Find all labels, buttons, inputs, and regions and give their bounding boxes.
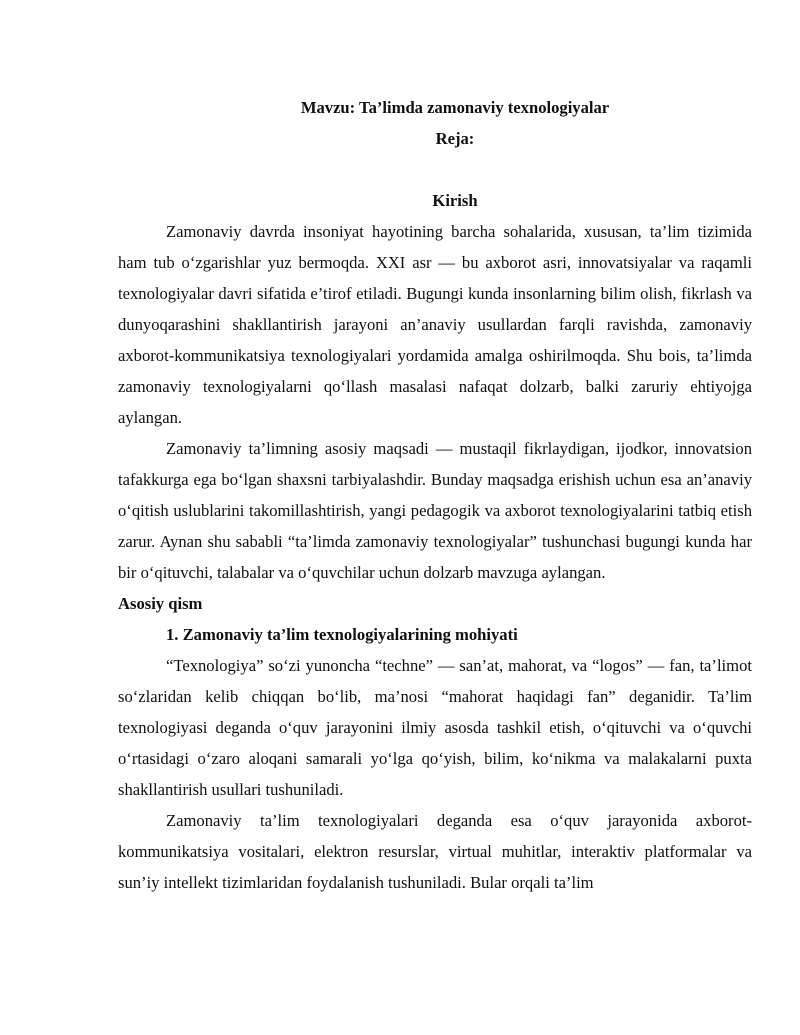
main-heading: Asosiy qism: [118, 594, 203, 613]
section-1-heading: 1. Zamonaviy ta’lim texnologiyalarining mohiyati: [166, 625, 518, 644]
intro-heading: Kirish: [432, 191, 478, 210]
section-1-paragraph-2: Zamonaviy ta’lim texnologiyalari deganda esa o‘quv jarayonida axborot-kommunikatsiya vositalari, elektron resurslar, virtual muhitlar, interaktiv platformalar va sun’iy intellekt tizimlaridan foydalanish tushuniladi. Bular orqali ta’lim: [118, 811, 752, 892]
intro-paragraph-1: Zamonaviy davrda insoniyat hayotining barcha sohalarida, xususan, ta’lim tizimida ham tub o‘zgarishlar yuz bermoqda. XXI asr — bu axborot asri, innovatsiyalar va raqamli texnologiyalar davri sifatida e’tirof etiladi. Bugungi kunda insonlarning bilim olish, fikrlash va dunyoqarashini shakllantirish jarayoni an’anaviy usullardan farqli ravishda, zamonaviy axborot-kommunikatsiya texnologiyalari yordamida amalga oshirilmoqda. Shu bois, ta’limda zamonaviy texnologiyalarni qo‘llash masalasi nafaqat dolzarb, balki zaruriy ehtiyojga aylangan.: [118, 222, 752, 427]
intro-paragraph-2: Zamonaviy ta’limning asosiy maqsadi — mustaqil fikrlaydigan, ijodkor, innovatsion tafakkurga ega bo‘lgan shaxsni tarbiyalashdir. Bunday maqsadga erishish uchun esa an’anaviy o‘qitish uslublarini takomillashtirish, yangi pedagogik va axborot texnologiyalarini tatbiq etish zarur. Aynan shu sababli “ta’limda zamonaviy texnologiyalar” tushunchasi bugungi kunda har bir o‘qituvchi, talabalar va o‘quvchilar uchun dolzarb mavzuga aylangan.: [118, 439, 752, 582]
document-page: [118, 92, 752, 898]
plan-label: Reja:: [435, 129, 475, 148]
section-1-paragraph-1: “Texnologiya” so‘zi yunoncha “techne” — san’at, mahorat, va “logos” — fan, ta’limot so‘zlaridan kelib chiqqan bo‘lib, ma’nosi “mahorat haqidagi fan” deganidir. Ta’lim texnologiyasi deganda o‘quv jarayonini ilmiy asosda tashkil etish, o‘qituvchi va o‘quvchi o‘rtasidagi o‘zaro aloqani samarali yo‘lga qo‘yish, bilim, ko‘nikma va malakalarni puxta shakllantirish usullari tushuniladi.: [118, 656, 752, 799]
document-title: Mavzu: Ta’limda zamonaviy texnologiyalar: [300, 98, 610, 117]
